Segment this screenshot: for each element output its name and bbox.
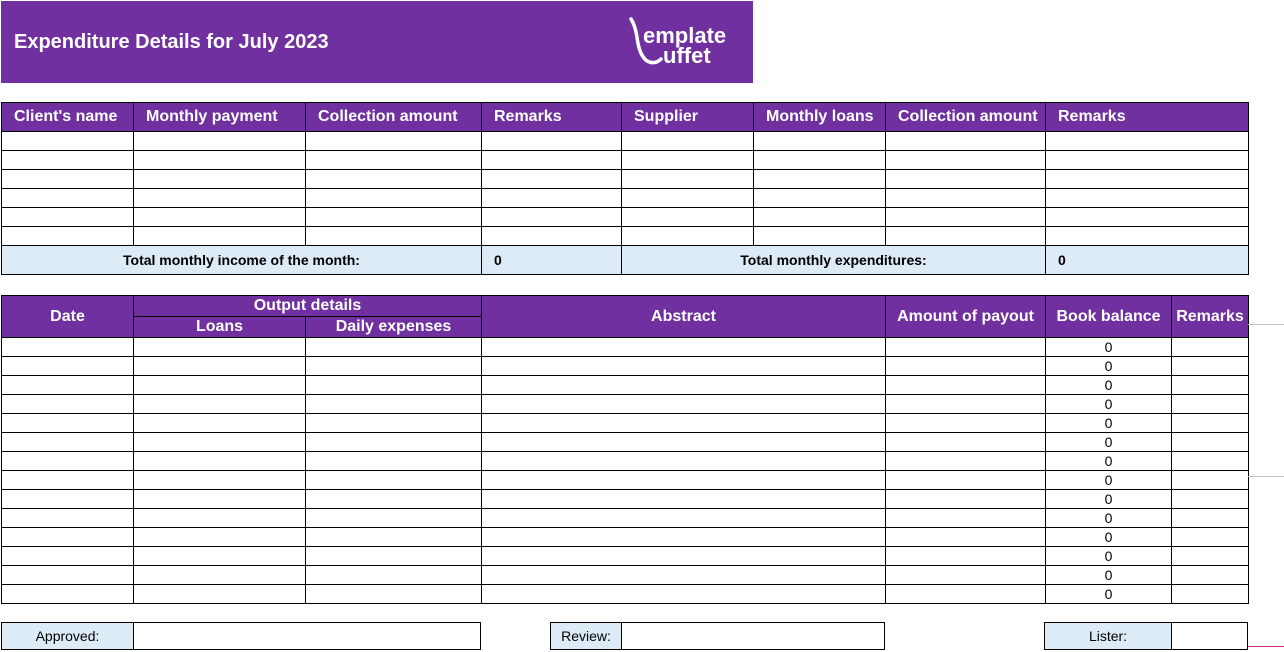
table-cell[interactable] (306, 471, 482, 490)
table-cell[interactable] (886, 471, 1046, 490)
table-cell[interactable] (134, 376, 306, 395)
table-cell[interactable] (134, 509, 306, 528)
table-cell[interactable] (134, 566, 306, 585)
table-cell[interactable] (482, 452, 886, 471)
col-remarks: Remarks (1172, 296, 1249, 338)
table-cell[interactable] (306, 376, 482, 395)
col-date: Date (2, 296, 134, 338)
total-income-value: 0 (482, 246, 622, 275)
book-balance-cell[interactable]: 0 (1046, 395, 1172, 414)
table-row (2, 395, 1249, 414)
template-buffet-logo (625, 15, 751, 69)
table-cell[interactable] (2, 509, 134, 528)
table-cell[interactable] (134, 490, 306, 509)
table-cell[interactable] (2, 395, 134, 414)
table-cell[interactable] (482, 547, 886, 566)
table-cell[interactable] (134, 414, 306, 433)
table-cell[interactable] (482, 376, 886, 395)
total-expenditure-label: Total monthly expenditures: (622, 246, 1046, 275)
table-cell[interactable] (2, 433, 134, 452)
table-row (2, 547, 1249, 566)
table-cell[interactable] (886, 490, 1046, 509)
book-balance-cell[interactable]: 0 (1046, 338, 1172, 357)
table-cell[interactable] (306, 357, 482, 376)
table-cell[interactable] (1172, 395, 1249, 414)
review-label: Review: (551, 623, 622, 649)
total-expenditure-value: 0 (1046, 246, 1249, 275)
table-cell[interactable] (886, 528, 1046, 547)
table-cell[interactable] (482, 395, 886, 414)
table-row (2, 566, 1249, 585)
book-balance-cell[interactable]: 0 (1046, 490, 1172, 509)
svg-text:emplate: emplate (643, 23, 727, 48)
col-monthly-payment: Monthly payment (134, 103, 306, 132)
table-row (2, 452, 1249, 471)
table-cell[interactable] (306, 395, 482, 414)
table-row (2, 338, 1249, 357)
table-cell[interactable] (886, 547, 1046, 566)
approved-box (1, 622, 481, 650)
table-cell[interactable] (1172, 566, 1249, 585)
table-cell[interactable] (306, 566, 482, 585)
lister-label: Lister: (1045, 623, 1172, 649)
table-cell[interactable] (886, 585, 1046, 604)
table-cell[interactable] (306, 490, 482, 509)
table-cell[interactable] (886, 395, 1046, 414)
table-cell[interactable] (1172, 376, 1249, 395)
expenditure-detail-table (1, 295, 1249, 604)
approved-label: Approved: (2, 623, 134, 649)
col-monthly-loans: Monthly loans (754, 103, 886, 132)
table-cell[interactable] (134, 547, 306, 566)
table-cell[interactable] (482, 414, 886, 433)
income-expenditure-table (1, 102, 1249, 275)
table-cell[interactable] (306, 338, 482, 357)
table-cell[interactable] (482, 433, 886, 452)
sheet-page-break (1248, 646, 1284, 647)
table-cell[interactable] (1172, 433, 1249, 452)
table-cell[interactable] (1172, 338, 1249, 357)
table-cell[interactable] (2, 471, 134, 490)
review-field[interactable] (622, 623, 884, 649)
table-cell[interactable] (306, 433, 482, 452)
table-cell[interactable] (2, 338, 134, 357)
book-balance-cell[interactable]: 0 (1046, 585, 1172, 604)
table-cell[interactable] (134, 433, 306, 452)
table-cell[interactable] (306, 414, 482, 433)
table-cell[interactable] (886, 433, 1046, 452)
col-collection-amount-2: Collection amount (886, 103, 1046, 132)
col-daily-expenses: Daily expenses (306, 317, 482, 338)
detail-header-row (2, 296, 1249, 317)
table-cell[interactable] (1172, 509, 1249, 528)
table-cell[interactable] (2, 585, 134, 604)
table-cell[interactable] (886, 414, 1046, 433)
svg-text:uffet: uffet (663, 43, 711, 68)
table-cell[interactable] (2, 376, 134, 395)
book-balance-cell[interactable]: 0 (1046, 376, 1172, 395)
table-cell[interactable] (134, 395, 306, 414)
table-cell[interactable] (2, 357, 134, 376)
table-row (2, 490, 1249, 509)
sheet-gridline (1248, 324, 1284, 325)
lister-box (1044, 622, 1248, 650)
col-collection-amount: Collection amount (306, 103, 482, 132)
lister-field[interactable] (1172, 623, 1247, 649)
table-row (2, 471, 1249, 490)
total-income-label: Total monthly income of the month: (2, 246, 482, 275)
book-balance-cell[interactable]: 0 (1046, 547, 1172, 566)
table-cell[interactable] (886, 338, 1046, 357)
sheet-gridline (1248, 476, 1284, 477)
table-cell[interactable] (886, 376, 1046, 395)
table-row (2, 509, 1249, 528)
book-balance-cell[interactable]: 0 (1046, 528, 1172, 547)
table-cell[interactable] (2, 547, 134, 566)
book-balance-cell[interactable]: 0 (1046, 566, 1172, 585)
table-cell[interactable] (482, 509, 886, 528)
book-balance-cell[interactable]: 0 (1046, 471, 1172, 490)
col-remarks-2: Remarks (1046, 103, 1249, 132)
col-abstract: Abstract (482, 296, 886, 338)
table-cell[interactable] (2, 566, 134, 585)
col-clients-name: Client's name (2, 103, 134, 132)
table-cell[interactable] (134, 338, 306, 357)
table-cell[interactable] (134, 528, 306, 547)
table-row (2, 170, 1249, 189)
table-cell[interactable] (482, 490, 886, 509)
table-row (2, 528, 1249, 547)
col-supplier: Supplier (622, 103, 754, 132)
book-balance-cell[interactable]: 0 (1046, 433, 1172, 452)
table-row (2, 189, 1249, 208)
table-row (2, 132, 1249, 151)
table-cell[interactable] (306, 585, 482, 604)
table-row (2, 208, 1249, 227)
col-remarks: Remarks (482, 103, 622, 132)
totals-row (2, 246, 1249, 275)
col-loans: Loans (134, 317, 306, 338)
table-row (2, 227, 1249, 246)
page-title: Expenditure Details for July 2023 (14, 31, 329, 53)
income-table-header-row (2, 103, 1249, 132)
table-cell[interactable] (2, 490, 134, 509)
table-cell[interactable] (482, 585, 886, 604)
table-cell[interactable] (1172, 585, 1249, 604)
book-balance-cell[interactable]: 0 (1046, 414, 1172, 433)
col-book-balance: Book balance (1046, 296, 1172, 338)
table-cell[interactable] (134, 585, 306, 604)
table-cell[interactable] (134, 357, 306, 376)
table-cell[interactable] (134, 471, 306, 490)
table-cell[interactable] (2, 452, 134, 471)
table-cell[interactable] (886, 566, 1046, 585)
table-cell[interactable] (306, 547, 482, 566)
table-row (2, 585, 1249, 604)
table-cell[interactable] (482, 566, 886, 585)
table-row (2, 357, 1249, 376)
table-cell[interactable] (2, 414, 134, 433)
table-cell[interactable] (1172, 414, 1249, 433)
header-banner (1, 1, 753, 83)
table-cell[interactable] (1172, 471, 1249, 490)
table-row (2, 376, 1249, 395)
table-cell[interactable] (2, 528, 134, 547)
table-cell[interactable] (306, 452, 482, 471)
table-cell[interactable] (1172, 452, 1249, 471)
table-cell[interactable] (886, 357, 1046, 376)
approved-field[interactable] (134, 623, 480, 649)
table-row (2, 414, 1249, 433)
table-cell[interactable] (306, 509, 482, 528)
table-cell[interactable] (1172, 490, 1249, 509)
table-row (2, 151, 1249, 170)
book-balance-cell[interactable]: 0 (1046, 509, 1172, 528)
table-cell[interactable] (1172, 547, 1249, 566)
book-balance-cell[interactable]: 0 (1046, 357, 1172, 376)
col-output-details: Output details (134, 296, 482, 317)
col-amount-of-payout: Amount of payout (886, 296, 1046, 338)
table-cell[interactable] (482, 338, 886, 357)
table-row (2, 433, 1249, 452)
table-cell[interactable] (886, 452, 1046, 471)
table-cell[interactable] (306, 528, 482, 547)
review-box (550, 622, 885, 650)
table-cell[interactable] (134, 452, 306, 471)
table-cell[interactable] (482, 357, 886, 376)
table-cell[interactable] (482, 471, 886, 490)
table-cell[interactable] (1172, 528, 1249, 547)
table-cell[interactable] (886, 509, 1046, 528)
table-cell[interactable] (482, 528, 886, 547)
book-balance-cell[interactable]: 0 (1046, 452, 1172, 471)
table-cell[interactable] (1172, 357, 1249, 376)
